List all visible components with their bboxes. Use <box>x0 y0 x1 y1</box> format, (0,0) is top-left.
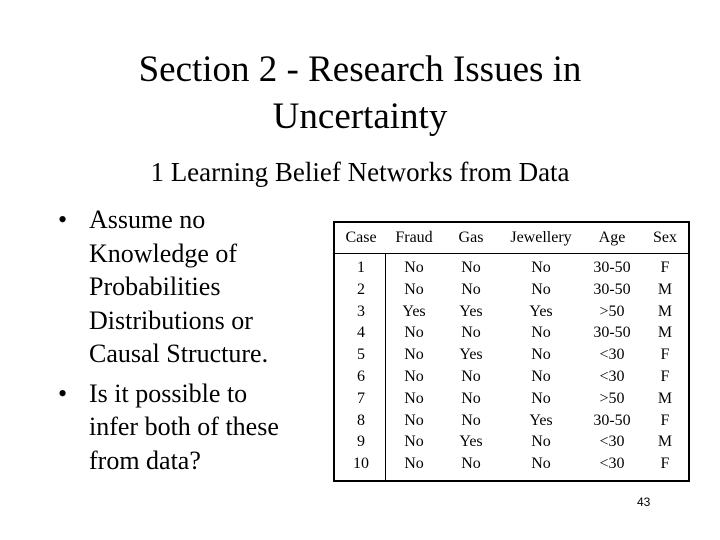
cell-fraud: No <box>404 324 424 342</box>
cell-gas: No <box>461 259 481 276</box>
cell-fraud: No <box>404 346 424 364</box>
cell-sex: F <box>660 346 670 364</box>
cell-age: <30 <box>599 455 625 473</box>
header-jewellery: Jewellery <box>510 229 572 246</box>
cell-sex: M <box>657 280 673 298</box>
bullet-line: infer both of these <box>89 412 279 441</box>
bullet-dot-icon: • <box>58 205 68 234</box>
bullet-dot-icon: • <box>58 378 68 408</box>
bullet-line: Knowledge of <box>89 238 238 268</box>
cell-age: <30 <box>599 368 625 385</box>
cell-age: 30-50 <box>593 411 631 429</box>
slide-title-line-1: Section 2 - Research Issues in <box>138 49 582 90</box>
bullet-list <box>58 203 328 483</box>
cell-case: 3 <box>357 302 365 320</box>
cell-gas: No <box>461 324 481 342</box>
cell-case: 2 <box>357 280 365 298</box>
cell-fraud: No <box>404 455 424 473</box>
page-number: 43 <box>637 495 651 509</box>
slide-title <box>60 46 660 140</box>
cell-fraud: No <box>404 389 424 407</box>
cell-case: 4 <box>357 324 365 342</box>
header-divider <box>335 253 688 254</box>
bullet-line: Causal Structure. <box>89 339 269 368</box>
cell-jewellery: No <box>531 280 551 298</box>
slide-subtitle: 1 Learning Belief Networks from Data <box>150 157 570 187</box>
cell-age: <30 <box>599 346 625 364</box>
cell-jewellery: No <box>531 259 551 276</box>
cell-fraud: No <box>404 259 424 276</box>
cell-sex: M <box>657 302 673 320</box>
cell-sex: M <box>657 433 673 451</box>
header-fraud: Fraud <box>395 229 433 246</box>
cell-gas: Yes <box>459 302 483 320</box>
header-age: Age <box>598 229 626 246</box>
cell-fraud: No <box>404 411 424 429</box>
bullet-line: Distributions or <box>89 305 253 335</box>
cell-sex: F <box>660 259 670 276</box>
cell-case: 10 <box>353 455 369 473</box>
cell-case: 6 <box>357 368 365 385</box>
cell-case: 7 <box>357 389 365 407</box>
cell-fraud: No <box>404 280 424 298</box>
cell-age: >50 <box>599 389 625 407</box>
cell-gas: No <box>461 411 481 429</box>
cell-case: 5 <box>357 346 365 364</box>
cell-case: 9 <box>357 433 365 451</box>
slide-title-line-2: Uncertainty <box>272 96 448 137</box>
cell-age: 30-50 <box>593 259 631 276</box>
cell-jewellery: Yes <box>529 411 553 429</box>
cell-gas: No <box>461 455 481 473</box>
cell-age: 30-50 <box>593 324 631 342</box>
cell-gas: No <box>461 368 481 385</box>
bullet-line: Assume no <box>89 205 206 234</box>
cell-fraud: Yes <box>402 302 426 320</box>
cell-jewellery: No <box>531 389 551 407</box>
cell-jewellery: No <box>531 324 551 342</box>
bullet-item-assume <box>58 203 328 371</box>
cell-sex: F <box>660 455 670 473</box>
cell-jewellery: No <box>531 433 551 451</box>
bullet-line: Probabilities <box>89 272 221 301</box>
cell-gas: No <box>461 389 481 407</box>
cell-fraud: No <box>404 368 424 385</box>
cell-age: 30-50 <box>593 280 631 298</box>
cell-age: <30 <box>599 433 625 451</box>
cell-case: 8 <box>357 411 365 429</box>
cell-gas: Yes <box>459 433 483 451</box>
cell-sex: M <box>657 389 673 407</box>
cell-jewellery: No <box>531 346 551 364</box>
cell-jewellery: No <box>531 368 551 385</box>
cell-gas: No <box>461 280 481 298</box>
cell-case: 1 <box>357 259 365 276</box>
cell-jewellery: Yes <box>529 302 553 320</box>
cell-jewellery: No <box>531 455 551 473</box>
cell-fraud: No <box>404 433 424 451</box>
cell-age: >50 <box>599 302 625 320</box>
cell-gas: Yes <box>459 346 483 364</box>
cell-sex: M <box>657 324 673 342</box>
header-sex: Sex <box>653 229 677 246</box>
case-column-divider <box>385 253 386 480</box>
header-case: Case <box>345 229 377 246</box>
cell-sex: F <box>660 411 670 429</box>
bullet-line: from data? <box>89 445 201 475</box>
bullet-line: Is it possible to <box>89 378 248 408</box>
data-table <box>333 221 690 482</box>
bullet-item-infer <box>58 377 328 478</box>
header-gas: Gas <box>458 229 484 246</box>
cell-sex: F <box>660 368 670 385</box>
